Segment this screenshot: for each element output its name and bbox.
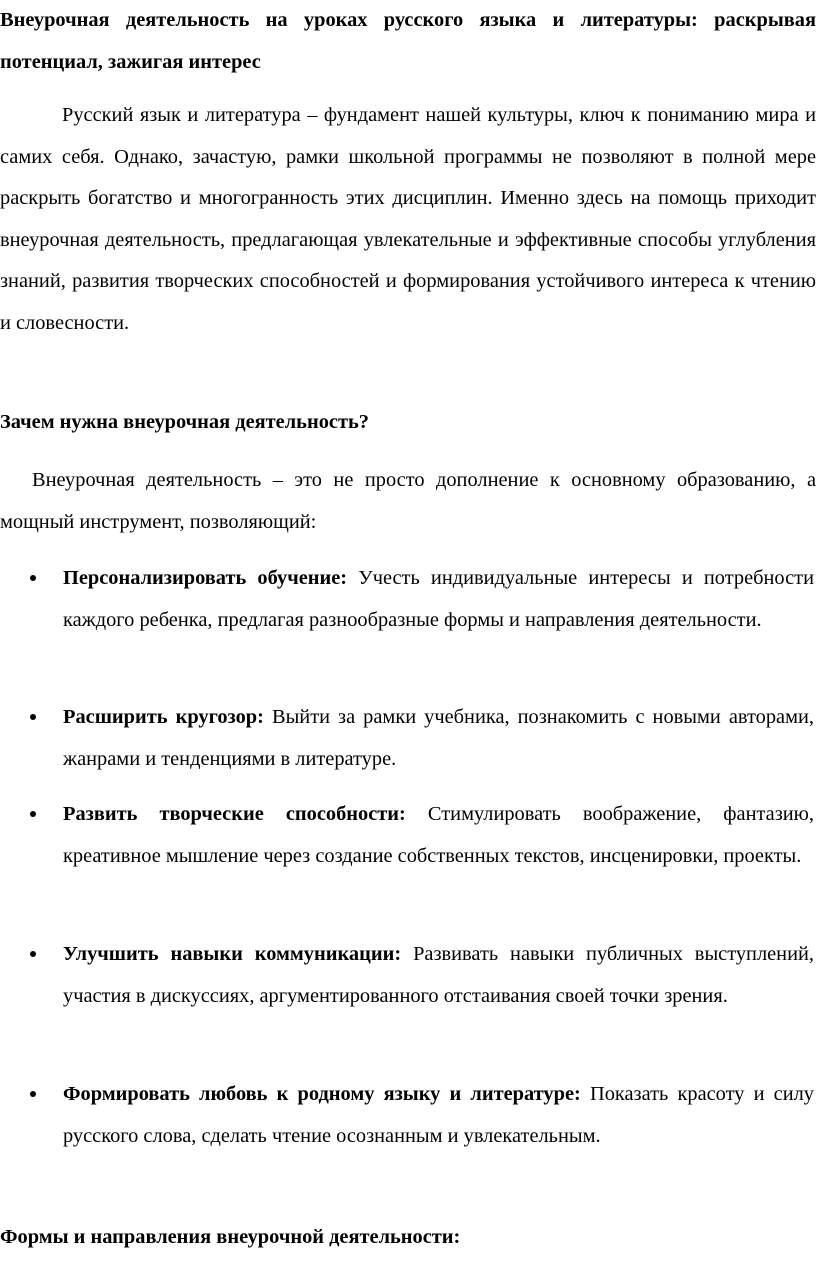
bullet-icon	[30, 951, 36, 957]
intro-paragraph: Русский язык и литература – фундамент нашей культуры, ключ к пониманию мира и самих себя. Однако, зачастую, рамки школьной программы не позволяют в полной мере раскрыть богатство и многогранность этих дисциплин. Именно здесь на помощь приходит внеурочная деятельность, предлагающая увлекательные и эффективные способы углубления знаний, развития творческих способностей и формирования устойчивого интереса к чтению и словесности.	[0, 104, 816, 334]
section-heading-forms: Формы и направления внеурочной деятельности:	[0, 1226, 461, 1248]
list-item-body: Стимулировать воображение, фантазию, креативное мышление через создание собственных текстов, инсценировки, проекты.	[63, 803, 814, 867]
list-item-text	[63, 697, 814, 780]
document-title: Внеурочная деятельность на уроках русского языка и литературы: раскрывая потенциал, зажигая интерес	[0, 9, 816, 73]
list-item-body: Учесть индивидуальные интересы и потребности каждого ребенка, предлагая разнообразные формы и направления деятельности.	[63, 567, 814, 631]
bullet-icon	[30, 575, 36, 581]
section-paragraph-why: Внеурочная деятельность – это не просто дополнение к основному образованию, а мощный инструмент, позволяющий:	[0, 469, 816, 533]
list-item-label: Персонализировать обучение:	[63, 567, 348, 589]
list-item-label: Развить творческие способности:	[63, 803, 406, 825]
list-item-body: Развивать навыки публичных выступлений, участия в дискуссиях, аргументированного отстаивания своей точки зрения.	[63, 943, 814, 1007]
list-item-body: Выйти за рамки учебника, познакомить с новыми авторами, жанрами и тенденциями в литературе.	[63, 706, 815, 770]
bullet-icon	[30, 1091, 36, 1097]
list-item-body: Показать красоту и силу русского слова, сделать чтение осознанным и увлекательным.	[63, 1083, 814, 1147]
list-item-text	[63, 794, 814, 877]
list-item-label: Расширить кругозор:	[63, 706, 264, 728]
list-item-text	[63, 558, 814, 641]
section-heading-why: Зачем нужна внеурочная деятельность?	[0, 411, 369, 433]
bullet-icon	[30, 811, 36, 817]
list-item-text	[63, 1074, 814, 1157]
list-item-label: Улучшить навыки коммуникации:	[63, 943, 402, 965]
list-item-label: Формировать любовь к родному языку и литературе:	[63, 1083, 581, 1105]
bullet-icon	[30, 714, 36, 720]
list-item-text	[63, 934, 814, 1017]
